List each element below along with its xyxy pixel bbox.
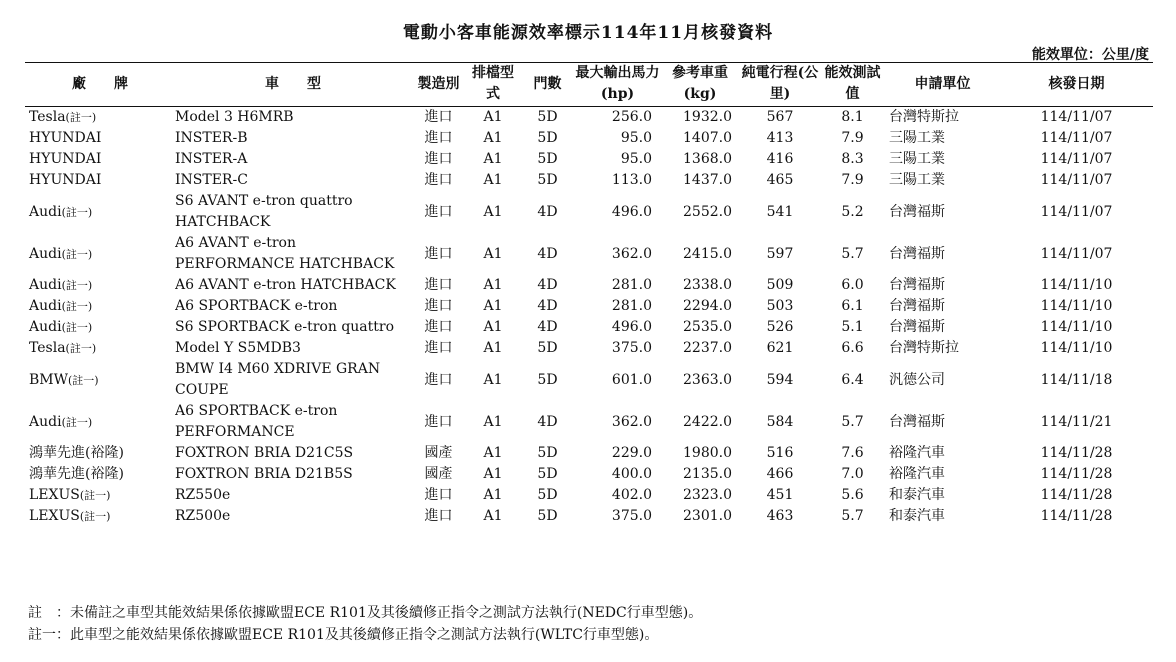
cell-emission: A1	[483, 172, 503, 188]
table-row	[25, 359, 1153, 401]
cell-origin: 進口	[424, 109, 453, 125]
cell-applicant: 三陽工業	[889, 130, 945, 146]
table-header	[25, 63, 1153, 105]
cell-range: 416	[766, 151, 794, 167]
cell-brand	[25, 233, 175, 275]
cell-weight: 1932.0	[683, 109, 732, 125]
table-row	[25, 401, 1153, 443]
cell-model: RZ550e	[175, 487, 231, 503]
cell-doors: 5D	[537, 130, 558, 146]
table-row	[25, 233, 1153, 275]
cell-date: 114/11/10	[1040, 319, 1113, 335]
cell-date: 114/11/10	[1040, 340, 1113, 356]
cell-brand	[25, 191, 175, 233]
cell-weight: 1407.0	[683, 130, 732, 146]
cell-date: 114/11/07	[1040, 172, 1113, 188]
cell-doors: 4D	[537, 319, 558, 335]
cell-power: 496.0	[611, 203, 652, 220]
cell-brand	[25, 359, 175, 401]
cell-model: A6 SPORTBACK e-tron	[175, 298, 338, 314]
cell-origin: 國產	[424, 445, 453, 461]
cell-range: 451	[766, 487, 794, 503]
cell-brand	[25, 170, 175, 191]
cell-date: 114/11/10	[1040, 277, 1113, 293]
header-efficiency: 能效測試值	[824, 65, 881, 102]
cell-origin: 進口	[424, 277, 453, 293]
cell-range: 621	[766, 340, 794, 356]
cell-applicant: 台灣福斯	[889, 203, 945, 220]
cell-power: 375.0	[611, 508, 652, 524]
cell-power: 362.0	[611, 245, 652, 262]
cell-applicant: 和泰汽車	[889, 508, 945, 524]
cell-power: 362.0	[611, 413, 652, 430]
cell-power: 113.0	[611, 172, 652, 188]
page-title: 電動小客車能源效率標示114年11月核發資料	[402, 23, 774, 43]
header-emission: 排檔型式	[472, 65, 514, 102]
table-row	[25, 296, 1153, 317]
cell-weight: 2135.0	[683, 466, 732, 482]
cell-origin: 進口	[424, 298, 453, 314]
cell-emission: A1	[483, 445, 503, 461]
cell-efficiency: 7.9	[841, 172, 864, 188]
cell-origin: 進口	[424, 340, 453, 356]
cell-model: S6 SPORTBACK e-tron quattro	[175, 319, 395, 335]
header-model: 車 型	[265, 75, 321, 92]
cell-range: 463	[766, 508, 794, 524]
cell-date: 114/11/28	[1040, 445, 1113, 461]
table-row	[25, 338, 1153, 359]
brand-name: Audi	[29, 245, 62, 262]
cell-weight: 2422.0	[683, 413, 732, 430]
cell-origin: 進口	[424, 172, 453, 188]
cell-range: 509	[766, 277, 794, 293]
cell-doors: 4D	[537, 413, 558, 430]
cell-efficiency: 6.4	[841, 371, 864, 388]
table-row	[25, 464, 1153, 485]
cell-efficiency: 7.6	[841, 445, 864, 461]
cell-weight: 2338.0	[683, 277, 732, 293]
cell-doors: 5D	[537, 172, 558, 188]
cell-efficiency: 5.2	[841, 203, 864, 220]
footnote-wltc: 註一：此車型之能效結果係依據歐盟ECE R101及其後續修正指令之測試方法執行(WLTC行車型態)。	[28, 627, 659, 643]
cell-weight: 2323.0	[683, 487, 732, 503]
cell-origin: 進口	[424, 130, 453, 146]
cell-date: 114/11/28	[1040, 487, 1113, 503]
cell-weight: 2363.0	[683, 371, 732, 388]
cell-applicant: 台灣福斯	[889, 413, 945, 430]
cell-applicant: 台灣福斯	[889, 245, 945, 262]
footnote-nedc: 註 ：未備註之車型其能效結果係依據歐盟ECE R101及其後續修正指令之測試方法執行(NEDC行車型態)。	[28, 605, 703, 621]
cell-applicant: 裕隆汽車	[889, 445, 945, 461]
cell-emission: A1	[483, 203, 503, 220]
cell-power: 496.0	[611, 319, 652, 335]
cell-weight: 2294.0	[683, 298, 732, 314]
brand-name: LEXUS	[29, 508, 80, 524]
cell-date: 114/11/21	[1040, 413, 1113, 430]
cell-model: INSTER-B	[175, 130, 248, 146]
cell-applicant: 台灣福斯	[889, 319, 945, 335]
note-marker: (註一)	[61, 300, 93, 313]
cell-efficiency: 5.6	[841, 487, 864, 503]
cell-brand	[25, 506, 175, 527]
note-marker: (註一)	[65, 342, 97, 355]
cell-origin: 進口	[424, 319, 453, 335]
cell-doors: 5D	[537, 508, 558, 524]
cell-doors: 5D	[537, 371, 558, 388]
cell-range: 516	[766, 445, 794, 461]
cell-origin: 進口	[424, 371, 453, 388]
cell-model: Model Y S5MDB3	[175, 340, 301, 356]
table-row	[25, 107, 1153, 128]
cell-origin: 進口	[424, 203, 453, 220]
cell-applicant: 台灣特斯拉	[889, 109, 959, 125]
cell-emission: A1	[483, 298, 503, 314]
cell-range: 465	[766, 172, 794, 188]
header-brand: 廠 牌	[72, 75, 128, 92]
cell-brand	[25, 149, 175, 170]
cell-emission: A1	[483, 277, 503, 293]
cell-efficiency: 7.0	[841, 466, 864, 482]
cell-efficiency: 5.7	[841, 245, 864, 262]
cell-emission: A1	[483, 151, 503, 167]
cell-range: 413	[766, 130, 794, 146]
brand-name: HYUNDAI	[29, 130, 102, 146]
cell-brand	[25, 107, 175, 128]
cell-applicant: 裕隆汽車	[889, 466, 945, 482]
note-marker: (註一)	[79, 510, 111, 523]
cell-model: Model 3 H6MRB	[175, 109, 294, 125]
cell-model: FOXTRON BRIA D21B5S	[175, 466, 353, 482]
cell-power: 601.0	[611, 371, 652, 388]
table-row	[25, 128, 1153, 149]
cell-range: 541	[766, 203, 794, 220]
cell-weight: 1437.0	[683, 172, 732, 188]
cell-brand	[25, 485, 175, 506]
cell-applicant: 汎德公司	[889, 371, 945, 388]
cell-efficiency: 8.1	[841, 109, 864, 125]
cell-date: 114/11/07	[1040, 130, 1113, 146]
table-row	[25, 170, 1153, 191]
note-marker: (註一)	[61, 415, 93, 429]
cell-origin: 進口	[424, 151, 453, 167]
cell-model: A6 AVANT e-tron PERFORMANCE HATCHBACK	[175, 235, 395, 272]
cell-efficiency: 5.1	[841, 319, 864, 335]
cell-applicant: 三陽工業	[889, 151, 945, 167]
cell-model: RZ500e	[175, 508, 231, 524]
cell-brand	[25, 338, 175, 359]
cell-origin: 國產	[424, 466, 453, 482]
cell-efficiency: 8.3	[841, 151, 864, 167]
table-row	[25, 317, 1153, 338]
brand-name: Audi	[29, 277, 62, 293]
cell-power: 400.0	[611, 466, 652, 482]
cell-efficiency: 5.7	[841, 508, 864, 524]
cell-applicant: 台灣福斯	[889, 277, 945, 293]
table-row	[25, 149, 1153, 170]
cell-efficiency: 6.0	[841, 277, 864, 293]
cell-range: 466	[766, 466, 794, 482]
cell-weight: 2301.0	[683, 508, 732, 524]
note-marker: (註一)	[61, 247, 93, 261]
cell-date: 114/11/28	[1040, 508, 1113, 524]
table-row	[25, 506, 1153, 527]
header-power: 最大輸出馬力(hp)	[575, 65, 660, 102]
cell-date: 114/11/07	[1040, 245, 1113, 262]
cell-doors: 5D	[537, 445, 558, 461]
cell-date: 114/11/10	[1040, 298, 1113, 314]
cell-range: 567	[766, 109, 794, 125]
cell-brand	[25, 401, 175, 443]
cell-brand	[25, 443, 175, 464]
header-doors: 門數	[533, 75, 562, 92]
cell-origin: 進口	[424, 508, 453, 524]
note-marker: (註一)	[61, 321, 93, 334]
cell-power: 281.0	[611, 298, 652, 314]
cell-date: 114/11/07	[1040, 109, 1113, 125]
cell-doors: 5D	[537, 340, 558, 356]
cell-brand	[25, 128, 175, 149]
header-weight: 參考車重(kg)	[672, 65, 728, 102]
cell-power: 95.0	[620, 130, 652, 146]
cell-doors: 5D	[537, 109, 558, 125]
brand-name: LEXUS	[29, 487, 80, 503]
cell-weight: 2535.0	[683, 319, 732, 335]
header-applicant: 申請單位	[914, 75, 971, 92]
brand-name: 鴻華先進(裕隆)	[29, 445, 124, 461]
cell-model: FOXTRON BRIA D21C5S	[175, 445, 354, 461]
table-row	[25, 443, 1153, 464]
data-table	[25, 107, 1153, 527]
cell-efficiency: 7.9	[841, 130, 864, 146]
note-marker: (註一)	[61, 205, 93, 219]
cell-doors: 5D	[537, 487, 558, 503]
cell-weight: 2552.0	[683, 203, 732, 220]
cell-emission: A1	[483, 487, 503, 503]
cell-date: 114/11/07	[1040, 151, 1113, 167]
cell-applicant: 三陽工業	[889, 172, 945, 188]
table-row	[25, 485, 1153, 506]
cell-applicant: 台灣特斯拉	[889, 340, 959, 356]
cell-efficiency: 6.6	[841, 340, 864, 356]
cell-brand	[25, 317, 175, 338]
cell-model: BMW I4 M60 XDRIVE GRAN COUPE	[175, 361, 381, 398]
brand-name: Tesla	[29, 109, 66, 125]
cell-power: 256.0	[611, 109, 652, 125]
cell-model: A6 AVANT e-tron HATCHBACK	[175, 277, 396, 293]
cell-emission: A1	[483, 413, 503, 430]
cell-emission: A1	[483, 508, 503, 524]
cell-emission: A1	[483, 340, 503, 356]
table-row	[25, 275, 1153, 296]
cell-emission: A1	[483, 245, 503, 262]
header-date: 核發日期	[1048, 75, 1105, 92]
cell-brand	[25, 464, 175, 485]
cell-origin: 進口	[424, 487, 453, 503]
cell-origin: 進口	[424, 245, 453, 262]
cell-weight: 2237.0	[683, 340, 732, 356]
brand-name: Audi	[29, 319, 62, 335]
cell-doors: 5D	[537, 466, 558, 482]
cell-date: 114/11/18	[1040, 371, 1113, 388]
cell-brand	[25, 275, 175, 296]
cell-date: 114/11/28	[1040, 466, 1113, 482]
cell-emission: A1	[483, 130, 503, 146]
cell-range: 594	[766, 371, 794, 388]
header-range: 純電行程(公里)	[741, 65, 819, 102]
footnotes	[28, 602, 702, 646]
cell-emission: A1	[483, 319, 503, 335]
cell-doors: 4D	[537, 277, 558, 293]
unit-label: 能效單位：公里/度	[1031, 47, 1149, 63]
cell-weight: 2415.0	[683, 245, 732, 262]
cell-model: INSTER-C	[175, 172, 248, 188]
brand-name: HYUNDAI	[29, 172, 102, 188]
cell-weight: 1980.0	[683, 445, 732, 461]
brand-name: BMW	[29, 371, 69, 388]
brand-name: Tesla	[29, 340, 66, 356]
brand-name: Audi	[29, 203, 62, 220]
header-origin: 製造別	[417, 75, 460, 92]
cell-power: 95.0	[620, 151, 652, 167]
cell-model: A6 SPORTBACK e-tron PERFORMANCE	[175, 403, 338, 440]
cell-power: 229.0	[611, 445, 652, 461]
cell-range: 584	[766, 413, 794, 430]
cell-model: INSTER-A	[175, 151, 248, 167]
cell-doors: 4D	[537, 298, 558, 314]
cell-efficiency: 6.1	[841, 298, 864, 314]
cell-origin: 進口	[424, 413, 453, 430]
cell-weight: 1368.0	[683, 151, 732, 167]
cell-applicant: 和泰汽車	[889, 487, 945, 503]
brand-name: Audi	[29, 413, 62, 430]
cell-doors: 4D	[537, 245, 558, 262]
cell-model: S6 AVANT e-tron quattro HATCHBACK	[175, 193, 353, 230]
cell-emission: A1	[483, 371, 503, 388]
cell-date: 114/11/07	[1040, 203, 1113, 220]
cell-emission: A1	[483, 466, 503, 482]
brand-name: Audi	[29, 298, 62, 314]
note-marker: (註一)	[79, 489, 111, 502]
brand-name: HYUNDAI	[29, 151, 102, 167]
cell-doors: 5D	[537, 151, 558, 167]
cell-power: 281.0	[611, 277, 652, 293]
cell-emission: A1	[483, 109, 503, 125]
table-row	[25, 191, 1153, 233]
brand-name: 鴻華先進(裕隆)	[29, 466, 124, 482]
cell-range: 503	[766, 298, 794, 314]
note-marker: (註一)	[61, 279, 93, 292]
cell-power: 402.0	[611, 487, 652, 503]
cell-range: 597	[766, 245, 794, 262]
cell-power: 375.0	[611, 340, 652, 356]
cell-applicant: 台灣福斯	[889, 298, 945, 314]
note-marker: (註一)	[68, 373, 99, 387]
note-marker: (註一)	[65, 111, 97, 124]
table-body	[25, 107, 1153, 527]
cell-doors: 4D	[537, 203, 558, 220]
cell-range: 526	[766, 319, 794, 335]
cell-efficiency: 5.7	[841, 413, 864, 430]
cell-brand	[25, 296, 175, 317]
